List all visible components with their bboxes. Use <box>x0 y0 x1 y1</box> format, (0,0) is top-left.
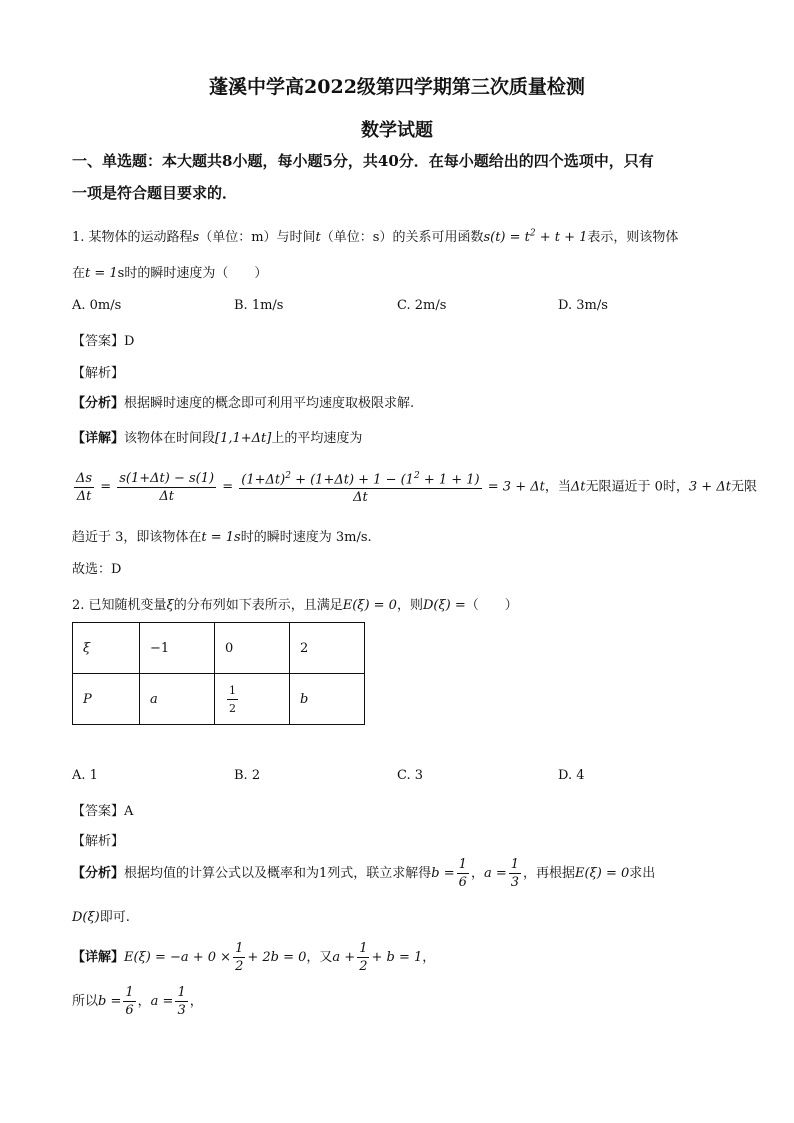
q1-equation: $\frac{\Delta s}{\Delta t}$ = $\frac{s(1+\Delta t) - s(1)}{\Delta t}$ = $\frac{(1+\Delta t)^2 + (1+\Delta t) + 1 - (1^2 + 1 + 1)}{\Delta t}$ = 3 + Δt，当Δt无限逼近于 0时，3 + Δt无限 <box>72 468 757 506</box>
frac-b: $\frac{1}{6}$ <box>458 857 467 890</box>
table-cell <box>215 674 290 725</box>
q1-choice: 故选：D <box>72 562 122 577</box>
q2-fenxi: 【分析】根据均值的计算公式以及概率和为1列式，联立求解得b = $\frac{1}{6}$ ，a = $\frac{1}{3}$ ，再根据E(ξ) = 0求出 <box>72 857 656 890</box>
distribution-table <box>72 622 365 725</box>
q2-fenxi-line2: D(ξ)即可. <box>72 910 130 925</box>
q1-fenxi: 【分析】根据瞬时速度的概念即可利用平均速度取极限求解. <box>72 396 415 411</box>
document-subtitle: 数学试题 <box>361 120 433 141</box>
q1-option-b: B. 1m/s <box>234 298 284 313</box>
table-cell: a <box>140 674 215 725</box>
table-cell: −1 <box>140 623 215 674</box>
frac-expanded: $\frac{(1+\Delta t)^2 + (1+\Delta t) + 1 - (1^2 + 1 + 1)}{\Delta t}$ <box>239 468 481 506</box>
table-cell: P <box>73 674 140 725</box>
frac-one-half: $\frac{1}{2}$ <box>229 683 236 715</box>
q2-option-c: C. 3 <box>397 768 424 783</box>
section-heading-line2: 一项是符合题目要求的． <box>72 184 238 202</box>
table-cell: ξ <box>73 623 140 674</box>
q1-stem-line1: 1. 某物体的运动路程s（单位：m）与时间t（单位：s）的关系可用函数$s(t) = t^2 + t + 1$表示，则该物体 <box>72 228 679 245</box>
q2-solution: 所以b = $\frac{1}{6}$ ，a = $\frac{1}{3}$ ， <box>72 985 203 1018</box>
table-cell: 2 <box>290 623 365 674</box>
q1-stem-line2: 在t = 1s时的瞬时速度为（ ） <box>72 266 268 281</box>
q1-answer: 【答案】D <box>72 334 135 349</box>
q2-stem: 2. 已知随机变量ξ的分布列如下表所示，且满足E(ξ) = 0，则D(ξ) =（ ） <box>72 598 518 613</box>
q2-option-a: A. 1 <box>72 768 98 783</box>
section-heading-line1: 一、单选题：本大题共8小题，每小题5分，共40分．在每小题给出的四个选项中，只有 <box>72 152 654 170</box>
frac-ds-dt: $\frac{\Delta s}{\Delta t}$ <box>76 470 93 504</box>
document-title: 蓬溪中学高2022级第四学期第三次质量检测 <box>209 76 585 98</box>
q1-xiangjie: 【详解】该物体在时间段[1,1+Δt]上的平均速度为 <box>72 431 363 446</box>
q1-option-a: A. 0m/s <box>72 298 122 313</box>
frac-half: $\frac{1}{2}$ <box>235 941 244 974</box>
frac-b: $\frac{1}{6}$ <box>125 985 134 1018</box>
frac-a: $\frac{1}{3}$ <box>177 985 186 1018</box>
q1-analysis-label: 【解析】 <box>72 366 125 381</box>
q2-xiangjie: 【详解】E(ξ) = −a + 0 × $\frac{1}{2}$ + 2b = 0，又a + $\frac{1}{2}$ + b = 1， <box>72 941 436 974</box>
table-cell: b <box>290 674 365 725</box>
frac-half: $\frac{1}{2}$ <box>359 941 368 974</box>
q2-answer: 【答案】A <box>72 804 134 819</box>
q2-option-b: B. 2 <box>234 768 261 783</box>
q1-option-c: C. 2m/s <box>397 298 447 313</box>
table-cell: 0 <box>215 623 290 674</box>
q1-option-d: D. 3m/s <box>558 298 608 313</box>
frac-a: $\frac{1}{3}$ <box>510 857 520 890</box>
table-row <box>73 674 365 725</box>
q2-analysis-label: 【解析】 <box>72 834 125 849</box>
table-row <box>73 623 365 674</box>
q1-conclusion: 趋近于 3，即该物体在t = 1s时的瞬时速度为 3m/s. <box>72 530 372 545</box>
q2-option-d: D. 4 <box>558 768 585 783</box>
q1-function: $s(t) = t^2 + t + 1$ <box>483 228 588 245</box>
frac-s-diff: $\frac{s(1+\Delta t) - s(1)}{\Delta t}$ <box>119 470 215 504</box>
